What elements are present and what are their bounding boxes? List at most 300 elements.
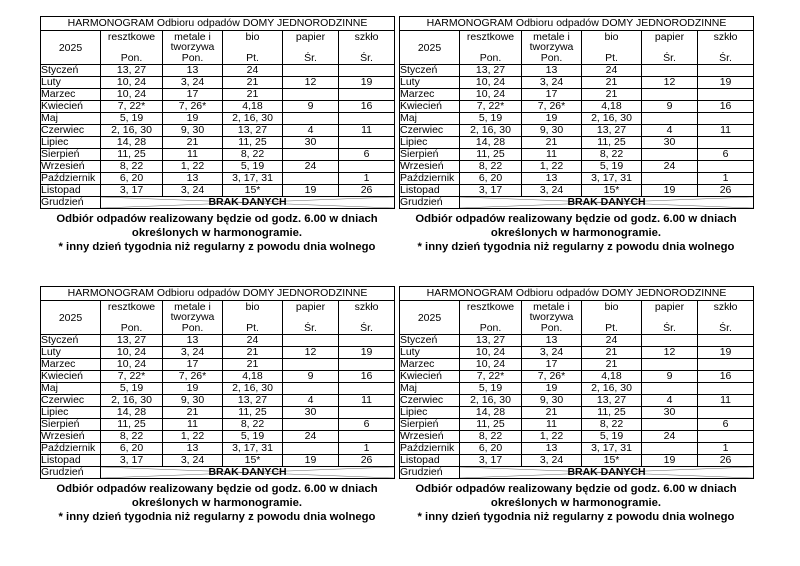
- table-row: [41, 443, 395, 455]
- date-cell-metale: 21: [163, 137, 223, 149]
- date-cell-bio: 13, 27: [582, 395, 642, 407]
- column-header-resztkowe: resztkowe: [460, 301, 522, 323]
- date-cell-metale: 9, 30: [163, 395, 223, 407]
- date-cell-szklo: 26: [339, 455, 395, 467]
- date-cell-metale: 13: [522, 443, 582, 455]
- note-block: [399, 482, 753, 524]
- date-cell-resztkowe: 2, 16, 30: [460, 395, 522, 407]
- date-cell-resztkowe: 6, 20: [101, 443, 163, 455]
- table-row: [41, 173, 395, 185]
- table-row: [41, 371, 395, 383]
- column-day-bio: Pt.: [582, 322, 642, 335]
- column-header-szklo: szkło: [698, 31, 754, 53]
- date-cell-papier: 19: [642, 185, 698, 197]
- date-cell-bio: 24: [223, 65, 283, 77]
- date-cell-metale: 17: [522, 359, 582, 371]
- note-footnote: * inny dzień tygodnia niż regularny z powodu dnia wolnego: [58, 241, 376, 253]
- month-label: Sierpień: [400, 149, 460, 161]
- date-cell-bio: 13, 27: [223, 125, 283, 137]
- date-cell-papier: 9: [283, 371, 339, 383]
- date-cell-resztkowe: 7, 22*: [101, 101, 163, 113]
- table-row: [400, 335, 754, 347]
- date-cell-szklo: [339, 383, 395, 395]
- column-day-papier: Śr.: [283, 52, 339, 65]
- table-row: [41, 359, 395, 371]
- table-row: [41, 77, 395, 89]
- note-line-2: określonych w harmonogramie.: [490, 497, 662, 509]
- year-label: 2025: [400, 31, 460, 65]
- date-cell-metale: 21: [522, 137, 582, 149]
- schedule-title: HARMONOGRAM Odbioru odpadów DOMY JEDNORODZINNE: [400, 17, 754, 31]
- table-row: [400, 455, 754, 467]
- month-label: Sierpień: [41, 149, 101, 161]
- date-cell-papier: [283, 419, 339, 431]
- date-cell-resztkowe: 6, 20: [460, 173, 522, 185]
- column-day-resztkowe: Pon.: [101, 52, 163, 65]
- no-data-text: BRAK DANYCH: [567, 196, 646, 208]
- date-cell-szklo: [698, 431, 754, 443]
- no-data-cell: [460, 197, 754, 209]
- date-cell-resztkowe: 10, 24: [101, 89, 163, 101]
- month-label: Lipiec: [400, 407, 460, 419]
- date-cell-bio: 21: [582, 89, 642, 101]
- schedule-card-bottom-left: [40, 286, 394, 524]
- date-cell-szklo: [698, 383, 754, 395]
- table-row: [400, 125, 754, 137]
- schedule-table: [399, 286, 754, 479]
- schedule-title: HARMONOGRAM Odbioru odpadów DOMY JEDNORODZINNE: [41, 287, 395, 301]
- date-cell-papier: 9: [283, 101, 339, 113]
- date-cell-metale: 9, 30: [522, 395, 582, 407]
- date-cell-resztkowe: 10, 24: [460, 347, 522, 359]
- date-cell-metale: 13: [163, 335, 223, 347]
- date-cell-szklo: [339, 431, 395, 443]
- date-cell-resztkowe: 13, 27: [460, 65, 522, 77]
- date-cell-resztkowe: 11, 25: [101, 149, 163, 161]
- date-cell-szklo: 6: [698, 149, 754, 161]
- schedule-card-top-right: [399, 16, 753, 254]
- date-cell-bio: 21: [223, 77, 283, 89]
- table-row: [41, 125, 395, 137]
- date-cell-bio: 15*: [582, 455, 642, 467]
- date-cell-metale: 11: [163, 149, 223, 161]
- date-cell-bio: 24: [582, 335, 642, 347]
- date-cell-bio: 4,18: [223, 371, 283, 383]
- table-row: [41, 383, 395, 395]
- month-label: Październik: [41, 173, 101, 185]
- date-cell-metale: 13: [163, 443, 223, 455]
- date-cell-szklo: 19: [339, 347, 395, 359]
- column-day-resztkowe: Pon.: [101, 322, 163, 335]
- date-cell-papier: 24: [283, 161, 339, 173]
- date-cell-bio: 3, 17, 31: [582, 173, 642, 185]
- date-cell-resztkowe: 11, 25: [460, 419, 522, 431]
- no-data-text: BRAK DANYCH: [208, 466, 287, 478]
- table-row: [400, 89, 754, 101]
- date-cell-szklo: [339, 161, 395, 173]
- note-line-2: określonych w harmonogramie.: [131, 497, 303, 509]
- date-cell-resztkowe: 8, 22: [460, 161, 522, 173]
- date-cell-bio: 21: [223, 89, 283, 101]
- note-line-1: Odbiór odpadów realizowany będzie od godz. 6.00 w dniach: [415, 213, 737, 225]
- month-label: Kwiecień: [41, 101, 101, 113]
- date-cell-resztkowe: 2, 16, 30: [101, 395, 163, 407]
- table-row: [400, 101, 754, 113]
- year-label: 2025: [400, 301, 460, 335]
- date-cell-papier: 19: [283, 455, 339, 467]
- date-cell-papier: [642, 113, 698, 125]
- month-label: Listopad: [41, 185, 101, 197]
- date-cell-bio: 5, 19: [582, 431, 642, 443]
- note-line-1: Odbiór odpadów realizowany będzie od godz. 6.00 w dniach: [56, 483, 378, 495]
- note-block: [399, 212, 753, 254]
- date-cell-resztkowe: 7, 22*: [101, 371, 163, 383]
- date-cell-szklo: 1: [339, 443, 395, 455]
- month-label: Styczeń: [41, 65, 101, 77]
- date-cell-szklo: 26: [698, 455, 754, 467]
- table-row: [400, 443, 754, 455]
- date-cell-szklo: 19: [339, 77, 395, 89]
- date-cell-bio: 21: [582, 347, 642, 359]
- no-data-text: BRAK DANYCH: [208, 196, 287, 208]
- column-day-metale: Pon.: [163, 52, 223, 65]
- column-day-bio: Pt.: [582, 52, 642, 65]
- note-footnote: * inny dzień tygodnia niż regularny z powodu dnia wolnego: [417, 241, 735, 253]
- date-cell-szklo: 1: [698, 443, 754, 455]
- column-header-bio: bio: [223, 31, 283, 53]
- date-cell-resztkowe: 14, 28: [460, 407, 522, 419]
- table-row: [41, 407, 395, 419]
- date-cell-szklo: 6: [698, 419, 754, 431]
- date-cell-szklo: [339, 407, 395, 419]
- month-label: Maj: [400, 383, 460, 395]
- table-row: [41, 113, 395, 125]
- date-cell-papier: 9: [642, 371, 698, 383]
- date-cell-bio: 24: [582, 65, 642, 77]
- table-row: [41, 431, 395, 443]
- date-cell-metale: 17: [163, 359, 223, 371]
- table-row: [400, 113, 754, 125]
- date-cell-papier: [283, 65, 339, 77]
- date-cell-resztkowe: 14, 28: [101, 137, 163, 149]
- table-row: [400, 395, 754, 407]
- month-label: Lipiec: [400, 137, 460, 149]
- date-cell-bio: 13, 27: [223, 395, 283, 407]
- table-row: [400, 65, 754, 77]
- month-label: Wrzesień: [400, 431, 460, 443]
- month-label: Czerwiec: [400, 395, 460, 407]
- date-cell-metale: 3, 24: [522, 185, 582, 197]
- date-cell-resztkowe: 2, 16, 30: [460, 125, 522, 137]
- schedule-table: [399, 16, 754, 209]
- date-cell-metale: 19: [163, 113, 223, 125]
- date-cell-bio: 3, 17, 31: [582, 443, 642, 455]
- date-cell-metale: 1, 22: [163, 431, 223, 443]
- column-header-szklo: szkło: [698, 301, 754, 323]
- month-label: Styczeń: [400, 335, 460, 347]
- date-cell-szklo: [698, 65, 754, 77]
- date-cell-metale: 19: [522, 113, 582, 125]
- date-cell-resztkowe: 10, 24: [101, 77, 163, 89]
- month-label: Kwiecień: [41, 371, 101, 383]
- date-cell-papier: 30: [283, 137, 339, 149]
- date-cell-papier: [283, 89, 339, 101]
- column-day-bio: Pt.: [223, 52, 283, 65]
- date-cell-resztkowe: 14, 28: [101, 407, 163, 419]
- date-cell-metale: 19: [522, 383, 582, 395]
- date-cell-szklo: 16: [698, 371, 754, 383]
- date-cell-papier: [642, 335, 698, 347]
- date-cell-bio: 11, 25: [582, 137, 642, 149]
- year-label: 2025: [41, 301, 101, 335]
- date-cell-resztkowe: 10, 24: [460, 77, 522, 89]
- date-cell-papier: 30: [642, 137, 698, 149]
- date-cell-papier: 24: [283, 431, 339, 443]
- column-header-resztkowe: resztkowe: [101, 31, 163, 53]
- date-cell-metale: 11: [522, 149, 582, 161]
- date-cell-resztkowe: 3, 17: [460, 455, 522, 467]
- date-cell-szklo: 16: [339, 101, 395, 113]
- date-cell-papier: [642, 443, 698, 455]
- table-row: [400, 371, 754, 383]
- date-cell-bio: 4,18: [582, 101, 642, 113]
- date-cell-metale: 13: [522, 335, 582, 347]
- year-label: 2025: [41, 31, 101, 65]
- date-cell-bio: 8, 22: [223, 419, 283, 431]
- date-cell-szklo: [698, 407, 754, 419]
- table-row: [400, 359, 754, 371]
- date-cell-szklo: [698, 335, 754, 347]
- month-label: Luty: [41, 77, 101, 89]
- date-cell-bio: 11, 25: [223, 137, 283, 149]
- table-row: [41, 455, 395, 467]
- table-row: [400, 77, 754, 89]
- date-cell-papier: [642, 173, 698, 185]
- date-cell-metale: 11: [163, 419, 223, 431]
- date-cell-papier: [642, 419, 698, 431]
- date-cell-bio: 13, 27: [582, 125, 642, 137]
- date-cell-resztkowe: 10, 24: [460, 359, 522, 371]
- date-cell-bio: 2, 16, 30: [582, 383, 642, 395]
- table-row: [400, 173, 754, 185]
- date-cell-metale: 7, 26*: [163, 101, 223, 113]
- month-label: Kwiecień: [400, 371, 460, 383]
- date-cell-papier: 30: [283, 407, 339, 419]
- month-label: Wrzesień: [41, 431, 101, 443]
- month-label: Czerwiec: [41, 395, 101, 407]
- date-cell-resztkowe: 6, 20: [101, 173, 163, 185]
- date-cell-bio: 4,18: [223, 101, 283, 113]
- date-cell-szklo: 11: [698, 395, 754, 407]
- note-footnote: * inny dzień tygodnia niż regularny z powodu dnia wolnego: [58, 511, 376, 523]
- month-label: Wrzesień: [41, 161, 101, 173]
- column-header-metale: metale i tworzywa: [522, 31, 582, 53]
- date-cell-papier: 4: [642, 395, 698, 407]
- column-day-szklo: Śr.: [698, 52, 754, 65]
- date-cell-metale: 9, 30: [163, 125, 223, 137]
- date-cell-papier: 19: [283, 185, 339, 197]
- date-cell-bio: 4,18: [582, 371, 642, 383]
- note-line-2: określonych w harmonogramie.: [490, 227, 662, 239]
- date-cell-resztkowe: 5, 19: [460, 113, 522, 125]
- column-day-szklo: Śr.: [698, 322, 754, 335]
- column-header-papier: papier: [642, 31, 698, 53]
- column-day-papier: Śr.: [642, 322, 698, 335]
- date-cell-papier: [283, 443, 339, 455]
- date-cell-szklo: 26: [339, 185, 395, 197]
- date-cell-bio: 15*: [223, 455, 283, 467]
- date-cell-resztkowe: 8, 22: [101, 431, 163, 443]
- date-cell-szklo: 1: [698, 173, 754, 185]
- date-cell-szklo: 11: [339, 395, 395, 407]
- date-cell-metale: 1, 22: [163, 161, 223, 173]
- month-label: Maj: [400, 113, 460, 125]
- date-cell-szklo: 1: [339, 173, 395, 185]
- column-day-metale: Pon.: [522, 52, 582, 65]
- date-cell-szklo: [339, 113, 395, 125]
- date-cell-resztkowe: 2, 16, 30: [101, 125, 163, 137]
- date-cell-szklo: [698, 89, 754, 101]
- date-cell-papier: 19: [642, 455, 698, 467]
- date-cell-papier: 12: [642, 347, 698, 359]
- date-cell-bio: 11, 25: [582, 407, 642, 419]
- column-day-szklo: Śr.: [339, 52, 395, 65]
- table-row: [41, 185, 395, 197]
- date-cell-bio: 15*: [582, 185, 642, 197]
- date-cell-metale: 1, 22: [522, 161, 582, 173]
- date-cell-resztkowe: 3, 17: [101, 455, 163, 467]
- schedule-card-top-left: [40, 16, 394, 254]
- month-label: Grudzień: [41, 197, 101, 209]
- schedule-table: [40, 16, 395, 209]
- date-cell-bio: 8, 22: [582, 149, 642, 161]
- date-cell-bio: 3, 17, 31: [223, 173, 283, 185]
- column-header-bio: bio: [582, 31, 642, 53]
- note-block: [40, 482, 394, 524]
- date-cell-metale: 13: [522, 173, 582, 185]
- date-cell-resztkowe: 6, 20: [460, 443, 522, 455]
- month-label: Sierpień: [400, 419, 460, 431]
- date-cell-szklo: 19: [698, 77, 754, 89]
- date-cell-papier: 12: [283, 77, 339, 89]
- date-cell-metale: 17: [522, 89, 582, 101]
- date-cell-resztkowe: 10, 24: [101, 347, 163, 359]
- date-cell-metale: 3, 24: [522, 455, 582, 467]
- date-cell-papier: 12: [642, 77, 698, 89]
- table-row: [400, 419, 754, 431]
- date-cell-papier: [283, 335, 339, 347]
- date-cell-resztkowe: 5, 19: [460, 383, 522, 395]
- month-label: Czerwiec: [400, 125, 460, 137]
- column-header-papier: papier: [283, 31, 339, 53]
- table-row: [41, 65, 395, 77]
- month-label: Marzec: [400, 89, 460, 101]
- date-cell-bio: 21: [582, 359, 642, 371]
- date-cell-papier: 24: [642, 431, 698, 443]
- month-label: Maj: [41, 113, 101, 125]
- column-header-metale: metale i tworzywa: [522, 301, 582, 323]
- date-cell-papier: 30: [642, 407, 698, 419]
- date-cell-bio: 8, 22: [582, 419, 642, 431]
- month-label: Marzec: [400, 359, 460, 371]
- table-row: [400, 161, 754, 173]
- date-cell-szklo: [339, 65, 395, 77]
- date-cell-papier: 4: [283, 395, 339, 407]
- table-row: [41, 149, 395, 161]
- table-row: [41, 89, 395, 101]
- date-cell-papier: [283, 113, 339, 125]
- date-cell-bio: 24: [223, 335, 283, 347]
- month-label: Kwiecień: [400, 101, 460, 113]
- date-cell-resztkowe: 8, 22: [460, 431, 522, 443]
- month-label: Sierpień: [41, 419, 101, 431]
- table-row: [41, 395, 395, 407]
- date-cell-papier: [283, 173, 339, 185]
- date-cell-resztkowe: 14, 28: [460, 137, 522, 149]
- column-day-resztkowe: Pon.: [460, 322, 522, 335]
- column-header-szklo: szkło: [339, 301, 395, 323]
- column-header-bio: bio: [582, 301, 642, 323]
- date-cell-resztkowe: 7, 22*: [460, 101, 522, 113]
- date-cell-resztkowe: 3, 17: [101, 185, 163, 197]
- month-label: Listopad: [41, 455, 101, 467]
- note-block: [40, 212, 394, 254]
- date-cell-metale: 7, 26*: [522, 101, 582, 113]
- date-cell-resztkowe: 8, 22: [101, 161, 163, 173]
- date-cell-papier: [642, 149, 698, 161]
- date-cell-metale: 21: [163, 407, 223, 419]
- month-label: Styczeń: [400, 65, 460, 77]
- no-data-text: BRAK DANYCH: [567, 466, 646, 478]
- column-day-resztkowe: Pon.: [460, 52, 522, 65]
- date-cell-metale: 3, 24: [163, 347, 223, 359]
- column-day-metale: Pon.: [163, 322, 223, 335]
- date-cell-metale: 13: [163, 65, 223, 77]
- schedule-table: [40, 286, 395, 479]
- no-data-cell: [101, 197, 395, 209]
- date-cell-papier: [283, 359, 339, 371]
- note-line-2: określonych w harmonogramie.: [131, 227, 303, 239]
- date-cell-papier: 4: [283, 125, 339, 137]
- column-header-papier: papier: [283, 301, 339, 323]
- date-cell-bio: 5, 19: [223, 431, 283, 443]
- month-label: Listopad: [400, 455, 460, 467]
- month-label: Styczeń: [41, 335, 101, 347]
- date-cell-resztkowe: 5, 19: [101, 383, 163, 395]
- date-cell-papier: [283, 383, 339, 395]
- date-cell-szklo: 26: [698, 185, 754, 197]
- date-cell-papier: [642, 383, 698, 395]
- note-line-1: Odbiór odpadów realizowany będzie od godz. 6.00 w dniach: [415, 483, 737, 495]
- date-cell-papier: 12: [283, 347, 339, 359]
- table-row: [400, 185, 754, 197]
- date-cell-resztkowe: 10, 24: [460, 89, 522, 101]
- date-cell-metale: 3, 24: [163, 77, 223, 89]
- column-day-szklo: Śr.: [339, 322, 395, 335]
- column-day-papier: Śr.: [642, 52, 698, 65]
- date-cell-papier: [283, 149, 339, 161]
- date-cell-bio: 21: [223, 347, 283, 359]
- date-cell-metale: 13: [522, 65, 582, 77]
- month-label: Grudzień: [400, 197, 460, 209]
- column-header-resztkowe: resztkowe: [460, 31, 522, 53]
- date-cell-szklo: [698, 137, 754, 149]
- date-cell-metale: 17: [163, 89, 223, 101]
- month-label: Maj: [41, 383, 101, 395]
- date-cell-bio: 21: [223, 359, 283, 371]
- month-label: Październik: [41, 443, 101, 455]
- month-label: Luty: [400, 77, 460, 89]
